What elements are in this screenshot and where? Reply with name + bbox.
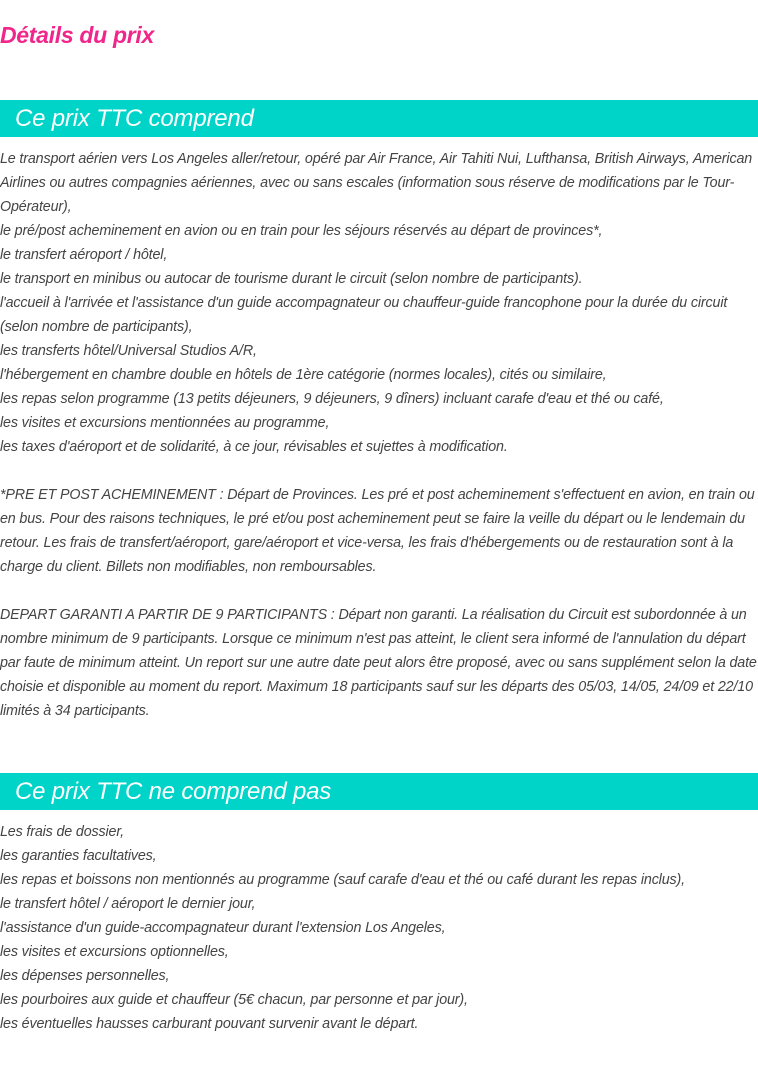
list-item: les transferts hôtel/Universal Studios A/R, — [0, 343, 257, 359]
list-item: l'accueil à l'arrivée et l'assistance d'un guide accompagnateur ou chauffeur-guide francophone pour la durée du circuit (selon nombre de participants), — [0, 295, 728, 335]
acheminement-note: *PRE ET POST ACHEMINEMENT : Départ de Provinces. Les pré et post acheminement s'effectuent en avion, en train ou en bus. Pour des raisons techniques, le pré et/ou post acheminement peut se faire la veille du départ ou le lendemain du retour. Les frais de transfert/aéroport, gare/aéroport et vice-versa, les frais d'hébergements ou de restauration sont à la charge du client. Billets non modifiables, non remboursables. — [0, 487, 755, 575]
list-item: les pourboires aux guide et chauffeur (5€ chacun, par personne et par jour), — [0, 992, 468, 1008]
list-item: le pré/post acheminement en avion ou en train pour les séjours réservés au départ de provinces*, — [0, 223, 603, 239]
list-item: les repas et boissons non mentionnés au programme (sauf carafe d'eau et thé ou café durant les repas inclus), — [0, 872, 685, 888]
list-item: les visites et excursions mentionnées au programme, — [0, 415, 330, 431]
list-item: le transfert aéroport / hôtel, — [0, 247, 168, 263]
list-item: les visites et excursions optionnelles, — [0, 944, 229, 960]
list-item: les dépenses personnelles, — [0, 968, 170, 984]
paragraph-spacer — [0, 459, 758, 483]
depart-garanti-note: DEPART GARANTI A PARTIR DE 9 PARTICIPANTS : Départ non garanti. La réalisation du Circuit est subordonnée à un nombre minimum de 9 participants. Lorsque ce minimum n'est pas atteint, le client sera informé de l'annulation du départ par faute de minimum atteint. Un report sur une autre date peut alors être proposé, avec ou sans supplément selon la date choisie et disponible au moment du report. Maximum 18 participants sauf sur les départs des 05/03, 14/05, 24/09 et 22/10 limités à 34 participants. — [0, 607, 757, 719]
excluded-section-header: Ce prix TTC ne comprend pas — [0, 773, 758, 810]
list-item: l'assistance d'un guide-accompagnateur durant l'extension Los Angeles, — [0, 920, 446, 936]
list-item: le transfert hôtel / aéroport le dernier jour, — [0, 896, 256, 912]
paragraph-spacer — [0, 579, 758, 603]
list-item: Le transport aérien vers Los Angeles aller/retour, opéré par Air France, Air Tahiti Nui, Lufthansa, British Airways, American Airlines ou autres compagnies aériennes, avec ou sans escales (information sous réserve de modifications par le Tour-Opérateur), — [0, 151, 753, 215]
list-item: les repas selon programme (13 petits déjeuners, 9 déjeuners, 9 dîners) incluant carafe d'eau et thé ou café, — [0, 391, 664, 407]
list-item: les taxes d'aéroport et de solidarité, à ce jour, révisables et sujettes à modification. — [0, 439, 508, 455]
excluded-list — [0, 820, 758, 1036]
included-section-header: Ce prix TTC comprend — [0, 100, 758, 137]
included-list — [0, 147, 758, 723]
list-item: les éventuelles hausses carburant pouvant survenir avant le départ. — [0, 1016, 419, 1032]
list-item: Les frais de dossier, — [0, 824, 125, 840]
list-item: le transport en minibus ou autocar de tourisme durant le circuit (selon nombre de participants). — [0, 271, 583, 287]
page-title: Détails du prix — [0, 22, 154, 48]
list-item: l'hébergement en chambre double en hôtels de 1ère catégorie (normes locales), cités ou similaire, — [0, 367, 607, 383]
list-item: les garanties facultatives, — [0, 848, 157, 864]
